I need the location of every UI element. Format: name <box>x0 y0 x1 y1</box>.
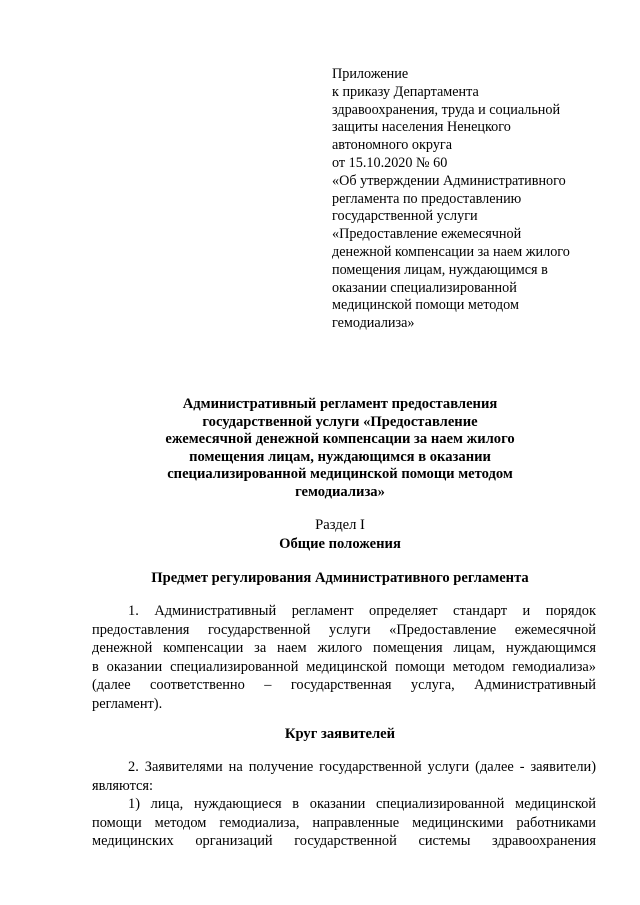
title-line: государственной услуги «Предоставление <box>202 413 478 430</box>
appendix-line: регламента по предоставлению <box>332 190 522 207</box>
appendix-line: Приложение <box>332 66 409 82</box>
appendix-line: «Предоставление ежемесячной <box>332 226 522 243</box>
appendix-line: защиты населения Ненецкого <box>332 119 511 136</box>
paragraph-line: (далее соответственно – государственная услуга, Административный <box>92 677 596 694</box>
paragraph-line: 1) лица, нуждающиеся в оказании специализированной медицинской <box>128 796 596 813</box>
paragraph-line: медицинских организаций государственной системы здравоохранения <box>92 833 596 850</box>
title-line: гемодиализа» <box>295 483 385 500</box>
appendix-line: к приказу Департамента <box>332 83 479 100</box>
paragraph-line: денежной компенсации за наем жилого помещения лицам, нуждающимся <box>92 640 596 657</box>
appendix-line: государственной услуги <box>332 208 478 225</box>
applicants-heading: Круг заявителей <box>284 726 396 742</box>
appendix-block <box>332 66 612 333</box>
paragraph-line: 1. Административный регламент определяет стандарт и порядок <box>128 603 596 619</box>
title-line: Административный регламент предоставления <box>182 396 498 412</box>
appendix-line: оказании специализированной <box>332 279 517 296</box>
paragraph-2 <box>92 758 596 851</box>
appendix-line: помещения лицам, нуждающимся в <box>332 261 548 278</box>
subject-heading: Предмет регулирования Административного регламента <box>151 570 529 586</box>
paragraph-line: помощи методом гемодиализа, направленные медицинскими работниками <box>92 814 596 831</box>
paragraph-line: 2. Заявителями на получение государственной услуги (далее - заявители) <box>128 759 596 775</box>
appendix-line: гемодиализа» <box>332 315 415 332</box>
appendix-line: денежной компенсации за наем жилого <box>332 243 570 260</box>
appendix-line: медицинской помощи методом <box>332 297 519 314</box>
document-title <box>60 396 620 502</box>
title-line: специализированной медицинской помощи методом <box>167 466 513 483</box>
appendix-line: от 15.10.2020 № 60 <box>332 154 448 171</box>
paragraph-line: регламент). <box>92 695 163 712</box>
paragraph-line: являются: <box>92 777 154 794</box>
paragraph-line: в оказании специализированной медицинской помощи методом гемодиализа» <box>92 658 596 675</box>
appendix-line: автономного округа <box>332 137 453 154</box>
appendix-line: здравоохранения, труда и социальной <box>332 101 561 118</box>
paragraph-line: предоставления государственной услуги «Предоставление ежемесячной <box>92 621 596 638</box>
paragraph-1 <box>92 602 596 714</box>
section-number: Раздел I <box>315 517 365 533</box>
title-line: помещения лицам, нуждающимся в оказании <box>189 448 491 465</box>
appendix-line: «Об утверждении Административного <box>332 172 566 189</box>
title-line: ежемесячной денежной компенсации за наем жилого <box>165 431 515 448</box>
section-name: Общие положения <box>279 536 401 552</box>
